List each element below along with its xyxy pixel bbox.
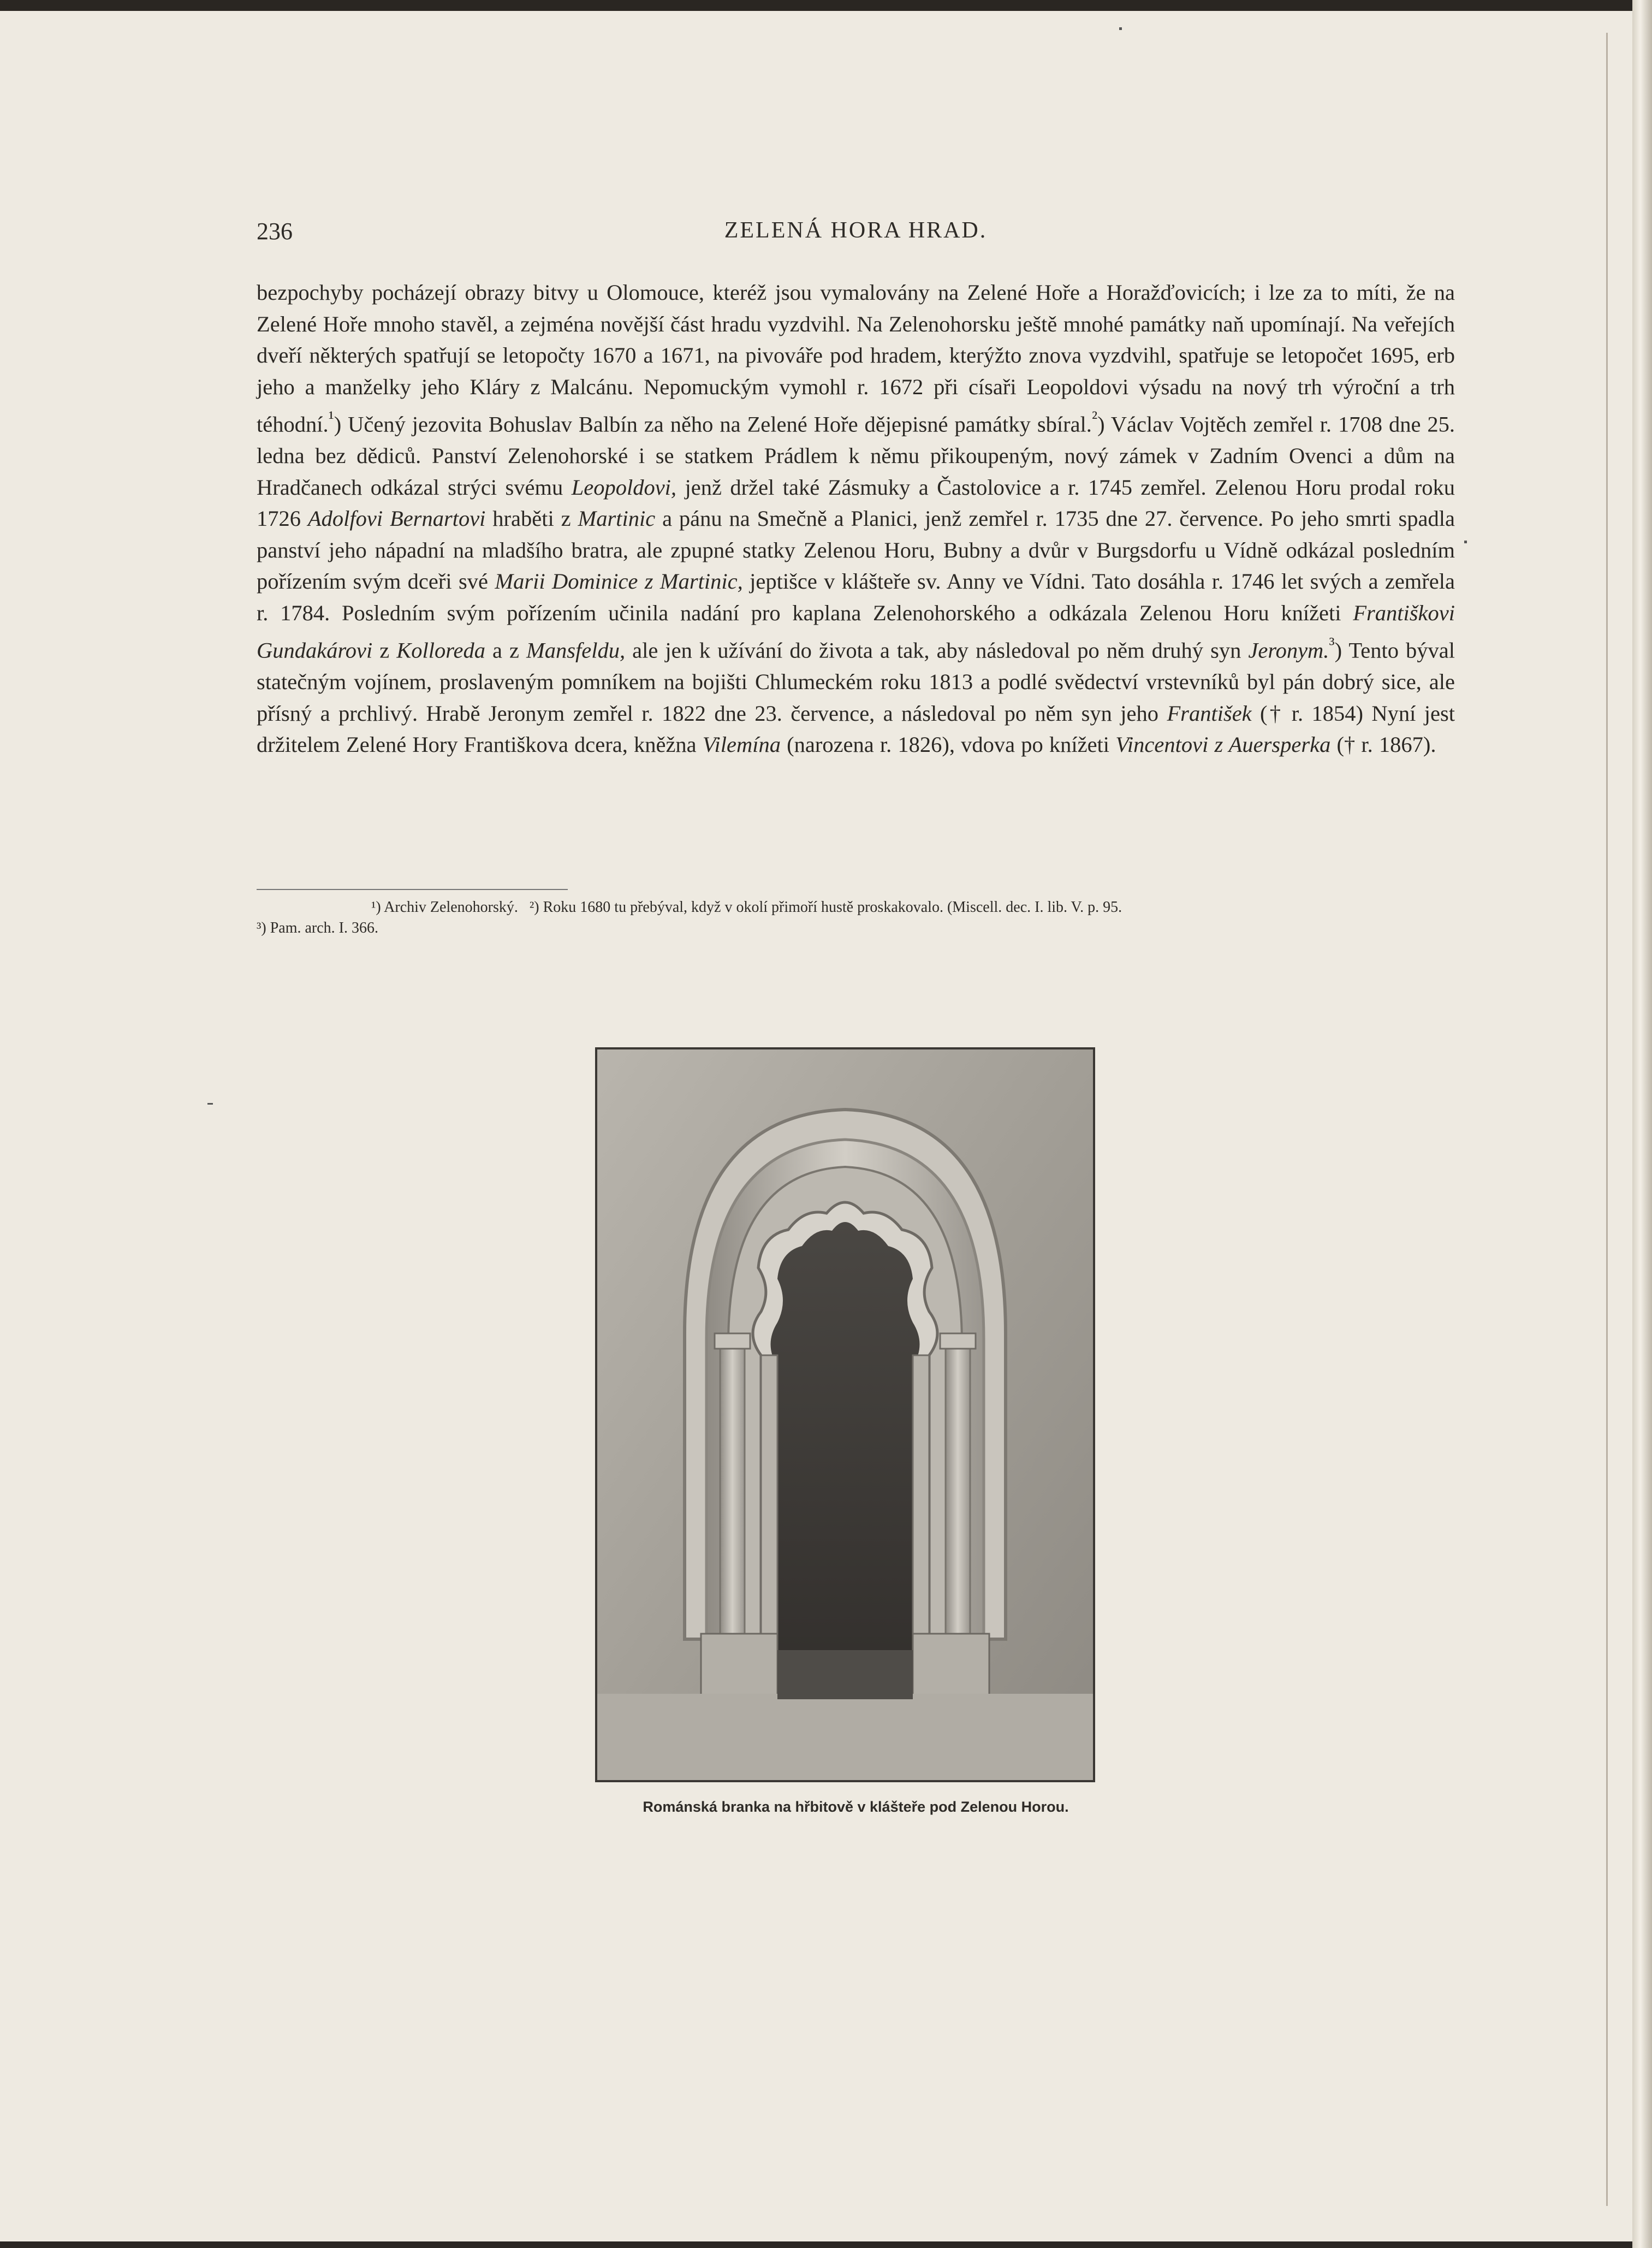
text-run: a z xyxy=(485,638,527,663)
footnote-2: ²) Roku 1680 tu přebýval, když v okolí přimoří hustě proskakovalo. (Miscell. dec. I. lib. V. p. 95. xyxy=(529,899,1122,916)
footnote-rule xyxy=(257,889,568,890)
romanesque-portal-illustration xyxy=(597,1049,1093,1780)
name-martinic: Martinic xyxy=(578,506,656,531)
print-speck xyxy=(1464,541,1467,543)
footnote-1: ¹) Archiv Zelenohorský. xyxy=(371,899,518,916)
text-run: jeptišce v klášteře sv. Anny ve Vídni. Tato dosáhla r. 1746 let svých a zemřela r. 1784. Posledním svým pořízením učinila nadání pro kaplana Zelenohorského a odkázala Zelenou Horu knížeti xyxy=(257,569,1455,625)
print-speck xyxy=(207,1103,213,1105)
text-run: a pánu na Smečně a Planici, jenž zemřel r. 1735 dne 27. července. Po jeho smrti spadla panství jeho nápadní na mladšího bratra, ale zpupné statky Zelenou Horu, Bubny a dvůr v Burgsdorfu u Vídně odkázal posledním pořízením svým dceři své xyxy=(257,506,1455,594)
text-run: (narozena r. 1826), vdova po knížeti xyxy=(781,732,1116,757)
text-run: ale jen k užívání do života a tak, aby následoval po něm druhý syn xyxy=(625,638,1249,663)
page-edge-line xyxy=(1606,33,1608,2206)
name-vincent: Vincentovi z Auersperka xyxy=(1115,732,1331,757)
text-run: bezpochyby pocházejí obrazy bitvy u Olomouce, kteréž jsou vymalovány na Zelené Hoře a Horažďovicích; i lze za to míti, že na Zelené Hoře mnoho stavěl, a zejména novější část hradu vyzdvihl. Na Zelenohorsku ještě mnohé památky naň upomínají. Na veřejích dveří některých spatřují se letopočty 1670 a 1671, na pivováře pod hradem, kterýžto znova vyzdvihl, spatřuje se letopočet 1695, erb jeho a manželky jeho Kláry z Malcánu. Nepomuckým vymohl r. 1672 při císaři Leopoldovi výsadu na nový trh výroční a trh téhodní. xyxy=(257,280,1455,437)
text-run: ) Václav Vojtěch zemřel r. 1708 dne 25. ledna bez dědiců. Panství Zelenohorské i se statkem Prádlem k němu přikoupeným, nový zámek v Zadním Ovenci a dům na Hradčanech odkázal strýci svému xyxy=(257,412,1455,500)
text-run: jenž držel také Zásmuky a Častolovice a r. 1745 zemřel. Zelenou Horu prodal roku 1726 xyxy=(257,474,1455,531)
footnote-3: ³) Pam. arch. I. 366. xyxy=(257,920,379,936)
name-mansfeld: Mansfeldu, xyxy=(526,638,626,663)
footnote-ref-2: ² xyxy=(1091,408,1098,428)
text-run: z xyxy=(372,638,397,663)
text-run: ) Učený jezovita Bohuslav Balbín za něho na Zelené Hoře dějepisné památky sbíral. xyxy=(334,412,1092,437)
footnote-ref-1: ¹ xyxy=(328,408,334,428)
footnote-ref-3: ³ xyxy=(1329,634,1335,654)
name-leopold: Leopoldovi, xyxy=(571,474,677,500)
running-title: ZELENÁ HORA HRAD. xyxy=(724,218,988,243)
page-edge-strip xyxy=(1632,0,1652,2248)
name-vilemina: Vilemína xyxy=(702,732,781,757)
name-frantisek-2: František xyxy=(1167,701,1252,726)
name-kolloreda: Kolloreda xyxy=(396,638,486,663)
text-run: († r. 1854) Nyní jest držitelem Zelené Hory Františkova dcera, kněžna xyxy=(257,701,1455,757)
text-run: hraběti z xyxy=(485,506,578,531)
page-number: 236 xyxy=(257,218,293,245)
name-adolf: Adolfovi Bernartovi xyxy=(307,506,486,531)
figure-caption: Románská branka na hřbitově v klášteře pod Zelenou Horou. xyxy=(643,1799,1069,1815)
text-run: († r. 1867). xyxy=(1330,732,1436,757)
print-speck xyxy=(1119,27,1122,30)
footnote-line xyxy=(257,897,1455,918)
name-frantisek: Františkovi Gundakárovi xyxy=(257,600,1455,663)
name-jeronym: Jeronym. xyxy=(1248,638,1329,663)
body-paragraph xyxy=(257,277,1455,761)
name-marie: Marii Dominice z Martinic, xyxy=(495,569,743,594)
text-run: ) Tento býval statečným vojínem, proslaveným pomníkem na bojišti Chlumeckém roku 1813 a podlé svědectví vrstevníků byl pán dobrý sice, ale přísný a prchlivý. Hrabě Jeronym zemřel r. 1822 dne 23. července, a následoval po něm syn jeho xyxy=(257,638,1455,726)
page-header xyxy=(257,217,1455,250)
footnotes xyxy=(257,897,1455,939)
figure-photograph xyxy=(595,1047,1095,1782)
